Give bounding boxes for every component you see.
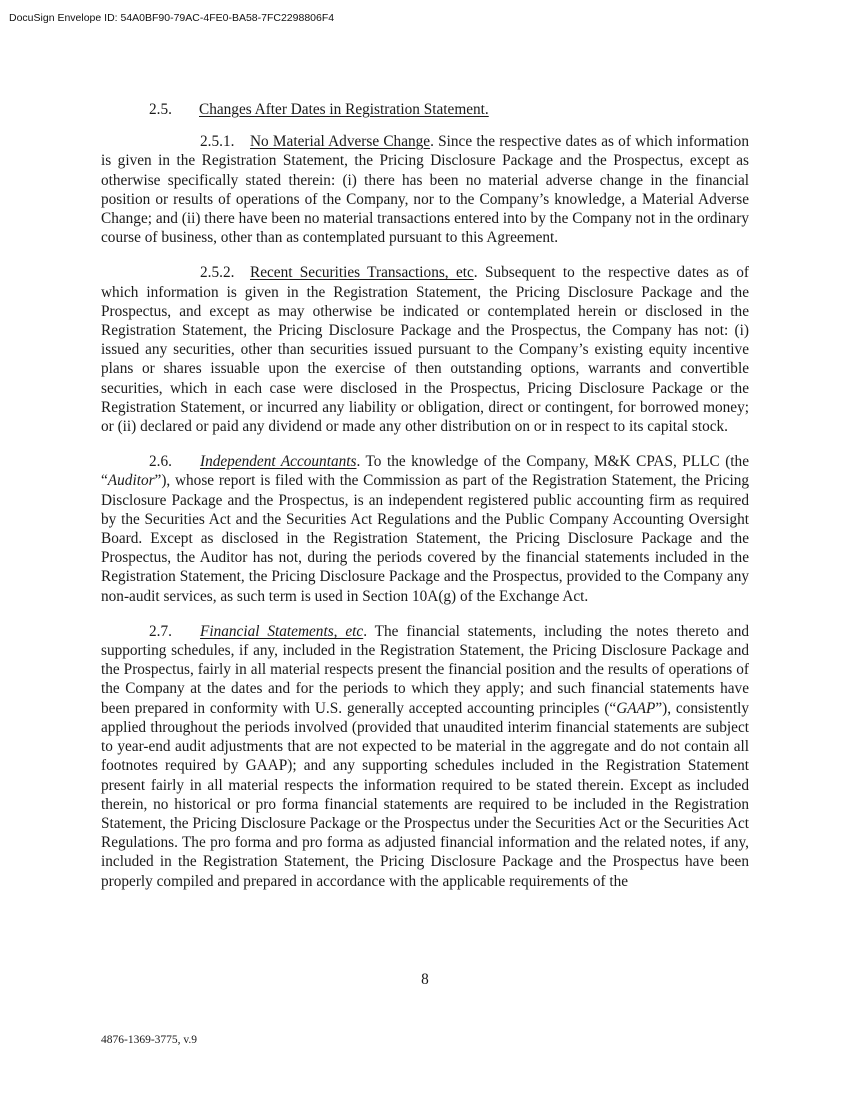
section-title: Recent Securities Transactions, etc [250,264,474,282]
section-body-cont: ”), consistently applied throughout the periods involved (provided that unaudited interim financial statements are subject to year-end audit adjustments that are not expected to be material in the aggregate and do not contain all footnotes required by GAAP); and any supporting schedules included in the Registration Statement present fairly in all material respects the information required to be stated therein. Except as included therein, no historical or pro forma financial statements are required to be included in the Registration Statement, the Pricing Disclosure Package or the Prospectus under the Securities Act or the Securities Act Regulations. The pro forma and pro forma as adjusted financial information and the related notes, if any, included in the Registration Statement, the Pricing Disclosure Package and the Prospectus have been properly compiled and prepared in accordance with the applicable requirements of the [101,699,749,890]
section-number: 2.5. [149,101,172,118]
section-2-7-paragraph [101,622,749,891]
section-number: 2.5.2. [200,264,235,282]
docusign-envelope-id: DocuSign Envelope ID: 54A0BF90-79AC-4FE0-BA58-7FC2298806F4 [9,12,335,24]
section-number: 2.5.1. [200,133,235,151]
section-body: . Since the respective dates as of which information is given in the Registration Statement, the Pricing Disclosure Package and the Prospectus, except as otherwise specifically stated therein: (i) there has been no material adverse change in the financial position or results of operations of the Company, nor to the Company’s knowledge, a Material Adverse Change; and (ii) there have been no material transactions entered into by the Company not in the ordinary course of business, other than as contemplated pursuant to this Agreement. [101,133,749,247]
section-body: . To the knowledge of the Company, M&K CPAS, PLLC (the “ [101,453,749,490]
section-title: Independent Accountants [200,453,357,471]
section-title: Financial Statements, etc [200,622,364,640]
section-2-5-1-paragraph [101,132,749,247]
section-2-5-heading [101,100,749,119]
section-title: No Material Adverse Change [250,133,431,151]
section-number: 2.7. [149,622,172,640]
section-2-5-2-paragraph [101,263,749,436]
section-number: 2.6. [149,453,172,471]
defined-term: Auditor [107,472,155,490]
section-body: . The financial statements, including the notes thereto and supporting schedules, if any, included in the Registration Statement, the Pricing Disclosure Package and the Prospectus, fairly in all material respects present the financial position and the results of operations of the Company at the dates and for the periods to which they apply; and such financial statements have been prepared in conformity with U.S. generally accepted accounting principles (“ [101,622,749,717]
page-number: 8 [421,971,429,988]
section-2-6-paragraph [101,452,749,606]
section-body: . Subsequent to the respective dates as of which information is given in the Registration Statement, the Pricing Disclosure Package and the Prospectus, and except as may otherwise be indicated or contemplated herein or disclosed in the Registration Statement, the Pricing Disclosure Package and the Prospectus, the Company has not: (i) issued any securities, other than securities issued pursuant to the Company’s existing equity incentive plans or shares issuable upon the exercise of then outstanding options, warrants and convertible securities, which in each case were disclosed in the Prospectus, Pricing Disclosure Package or the Registration Statement, or incurred any liability or obligation, direct or contingent, for borrowed money; or (ii) declared or paid any dividend or made any other distribution on or in respect to its capital stock. [101,264,749,436]
document-id: 4876-1369-3775, v.9 [101,1034,198,1046]
defined-term: GAAP [616,699,656,717]
section-body-cont: ”), whose report is filed with the Commission as part of the Registration Statement, the Pricing Disclosure Package and the Prospectus, is an independent registered public accounting firm as required by the Securities Act and the Securities Act Regulations and the Public Company Accounting Oversight Board. Except as disclosed in the Registration Statement, the Pricing Disclosure Package and the Prospectus, the Auditor has not, during the periods covered by the financial statements included in the Registration Statement, the Pricing Disclosure Package and the Prospectus, provided to the Company any non-audit services, as such term is used in Section 10A(g) of the Exchange Act. [101,472,749,605]
section-title: Changes After Dates in Registration Statement. [199,101,489,118]
document-page [101,100,749,907]
